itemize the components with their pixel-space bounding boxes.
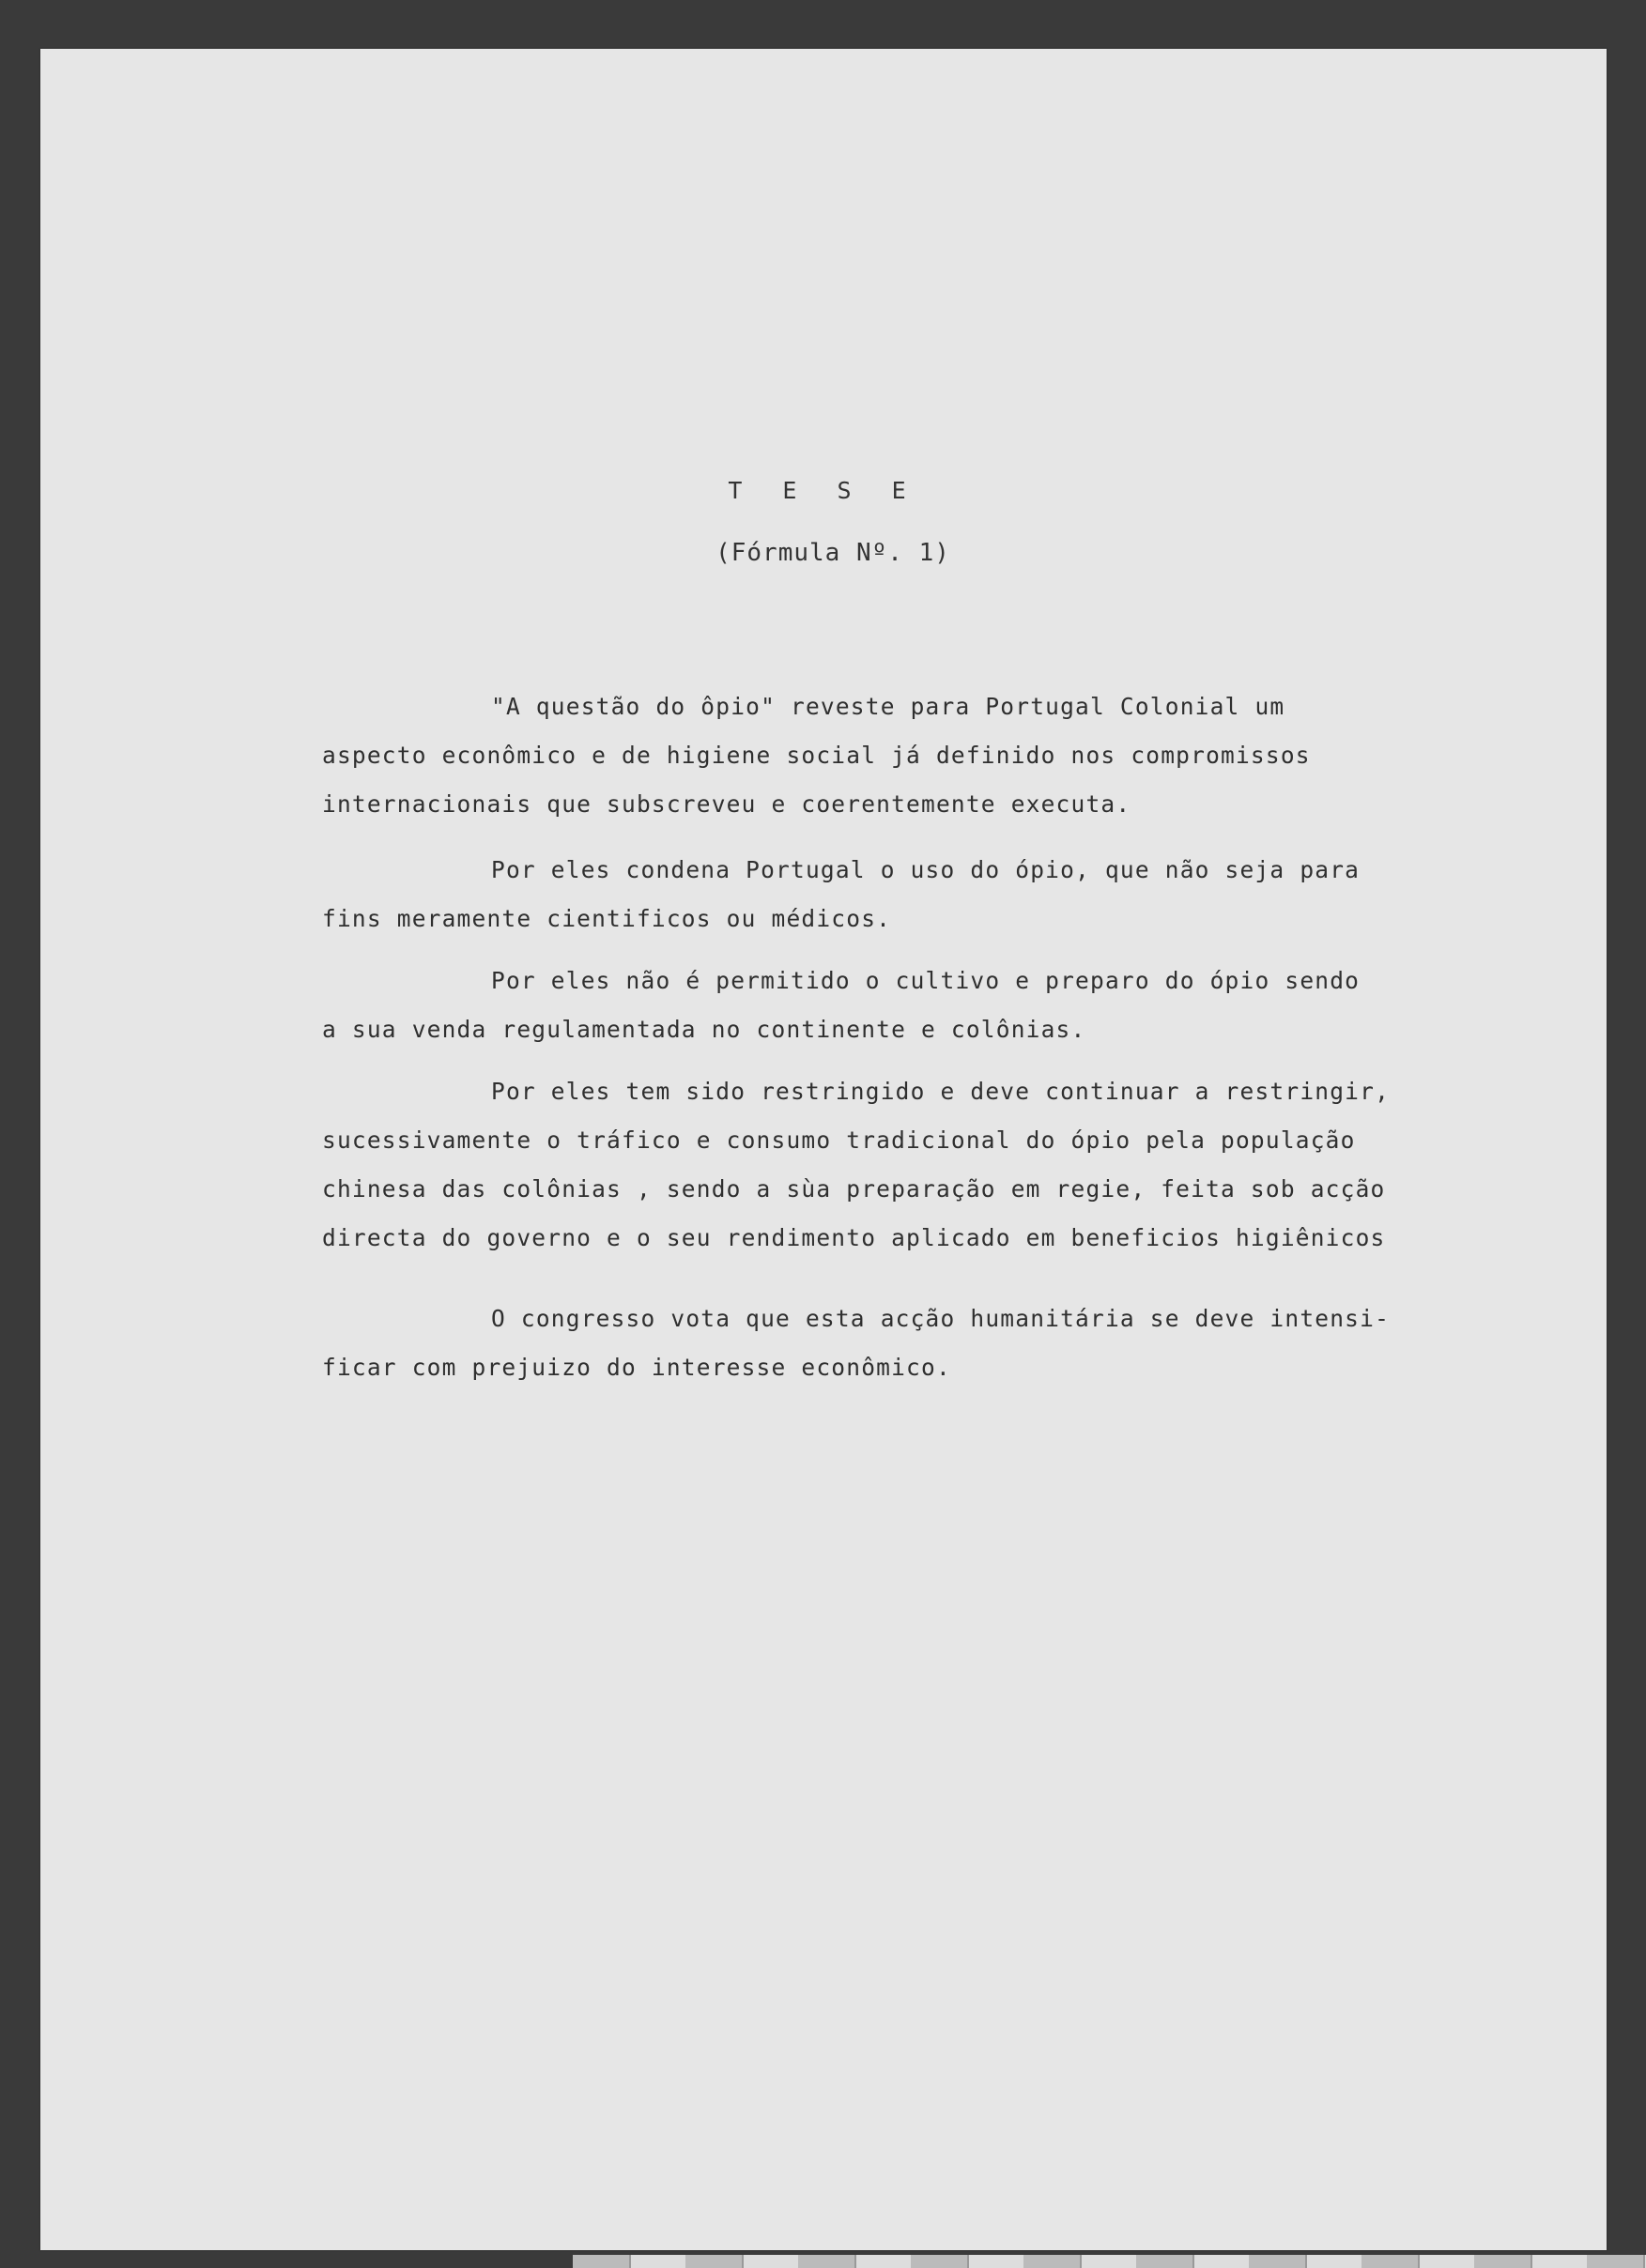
paragraph-5-line-2: ficar com prejuizo do interesse econômico. xyxy=(322,1354,951,1381)
paragraph-2-line-1: Por eles condena Portugal o uso do ópio, que não seja para xyxy=(491,856,1361,883)
paragraph-2-line-2: fins meramente cientificos ou médicos. xyxy=(322,905,892,932)
scan-scale-bar xyxy=(573,2255,1646,2268)
document-page xyxy=(40,49,1607,2250)
document-subtitle: (Fórmula Nº. 1) xyxy=(715,539,950,567)
paragraph-4-line-2: sucessivamente o tráfico e consumo tradicional do ópio pela população xyxy=(322,1126,1356,1154)
paragraph-4-line-4: directa do governo e o seu rendimento aplicado em beneficios higiênicos xyxy=(322,1224,1386,1251)
document-title: T E S E xyxy=(728,477,919,504)
paragraph-3-line-1: Por eles não é permitido o cultivo e preparo do ópio sendo xyxy=(491,967,1361,994)
paragraph-4-line-1: Por eles tem sido restringido e deve continuar a restringir, xyxy=(491,1078,1391,1105)
paragraph-1-line-2: aspecto econômico e de higiene social já definido nos compromissos xyxy=(322,742,1311,769)
paragraph-3-line-2: a sua venda regulamentada no continente e colônias. xyxy=(322,1016,1086,1043)
paragraph-1-line-1: "A questão do ôpio" reveste para Portugal Colonial um xyxy=(491,693,1285,720)
paragraph-1-line-3: internacionais que subscreveu e coerentemente executa. xyxy=(322,790,1131,818)
paragraph-4-line-3: chinesa das colônias , sendo a sùa preparação em regie, feita sob acção xyxy=(322,1175,1386,1203)
paragraph-5-line-1: O congresso vota que esta acção humanitária se deve intensi- xyxy=(491,1305,1391,1332)
